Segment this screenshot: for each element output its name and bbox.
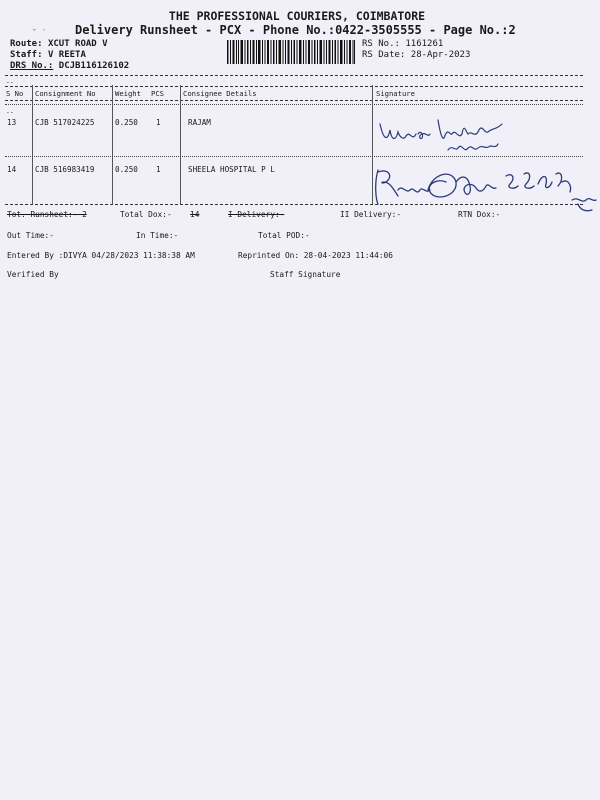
rs-no-label: RS No.: — [362, 39, 400, 49]
staff-signature: Staff Signature — [270, 270, 341, 279]
runsheet-subtitle: Delivery Runsheet - PCX - Phone No.:0422-3505555 - Page No.:2 — [75, 23, 516, 37]
total-dox-label: Total Dox:- — [120, 210, 172, 219]
rule-header-dotted — [5, 104, 583, 105]
signature-row-13 — [378, 112, 528, 162]
rule-table-bottom — [5, 204, 583, 205]
row-14-consignee: SHEELA HOSPITAL P L — [188, 165, 275, 174]
in-time: In Time:- — [136, 231, 179, 240]
col-divider — [180, 85, 181, 205]
rule-top — [5, 75, 583, 76]
col-header-consignee: Consignee Details — [183, 89, 257, 98]
drs-value: DCJB116126102 — [58, 61, 130, 71]
col-header-consignment: Consignment No — [35, 89, 96, 98]
row-14-consignment: CJB 516983419 — [35, 165, 95, 174]
total-pod: Total POD:- — [258, 231, 310, 240]
row-mark: -- — [6, 108, 14, 116]
rs-date-line — [362, 50, 470, 60]
staff-value: V REETA — [47, 50, 86, 60]
col-header-signature: Signature — [376, 89, 415, 98]
staff-line — [10, 50, 86, 60]
row-14-sno: 14 — [7, 165, 17, 174]
tot-runsheet: Tot. Runsheet:- 2 — [7, 210, 87, 219]
row-13-consignment: CJB 517024225 — [35, 118, 95, 127]
ii-delivery: II Delivery:- — [340, 210, 402, 219]
col-divider — [32, 85, 33, 205]
rs-no-line — [362, 39, 443, 49]
barcode — [227, 40, 355, 64]
staff-label: Staff: — [10, 50, 43, 60]
col-divider — [112, 85, 113, 205]
ink-mark: ″ ′ — [32, 28, 47, 37]
row-13-sno: 13 — [7, 118, 17, 127]
reprinted-on: Reprinted On: 28-04-2023 11:44:06 — [238, 251, 393, 260]
rs-date-value: 28-Apr-2023 — [410, 50, 471, 60]
entered-by: Entered By :DIVYA 04/28/2023 11:38:38 AM — [7, 251, 195, 260]
route-label: Route: — [10, 39, 43, 49]
route-value: XCUT ROAD V — [47, 39, 108, 49]
drs-label: DRS No.: — [10, 61, 54, 71]
company-title: THE PROFESSIONAL COURIERS, COIMBATORE — [168, 9, 426, 23]
out-time: Out Time:- — [7, 231, 54, 240]
rs-no-value: 1161261 — [405, 39, 444, 49]
row-14-pcs: 1 — [156, 165, 161, 174]
row-13-pcs: 1 — [156, 118, 161, 127]
row-14-weight: 0.250 — [115, 165, 138, 174]
leading-mark: -- — [6, 78, 14, 86]
col-header-weight: Weight — [115, 89, 141, 98]
rule-header-bottom — [5, 100, 583, 101]
rs-date-label: RS Date: — [362, 50, 406, 60]
verified-by: Verified By — [7, 270, 59, 279]
row-13-consignee: RAJAM — [188, 118, 211, 127]
col-header-pcs: PCS — [151, 89, 164, 98]
rule-header-top — [5, 86, 583, 87]
route-line — [10, 39, 108, 49]
total-dox-value: 14 — [190, 210, 200, 219]
row-13-weight: 0.250 — [115, 118, 138, 127]
i-delivery: I Delivery:- — [228, 210, 285, 219]
drs-line — [10, 61, 129, 71]
rule-row-13 — [5, 156, 583, 157]
rtn-dox: RTN Dox:- — [458, 210, 501, 219]
col-header-sno: S No — [6, 89, 24, 98]
